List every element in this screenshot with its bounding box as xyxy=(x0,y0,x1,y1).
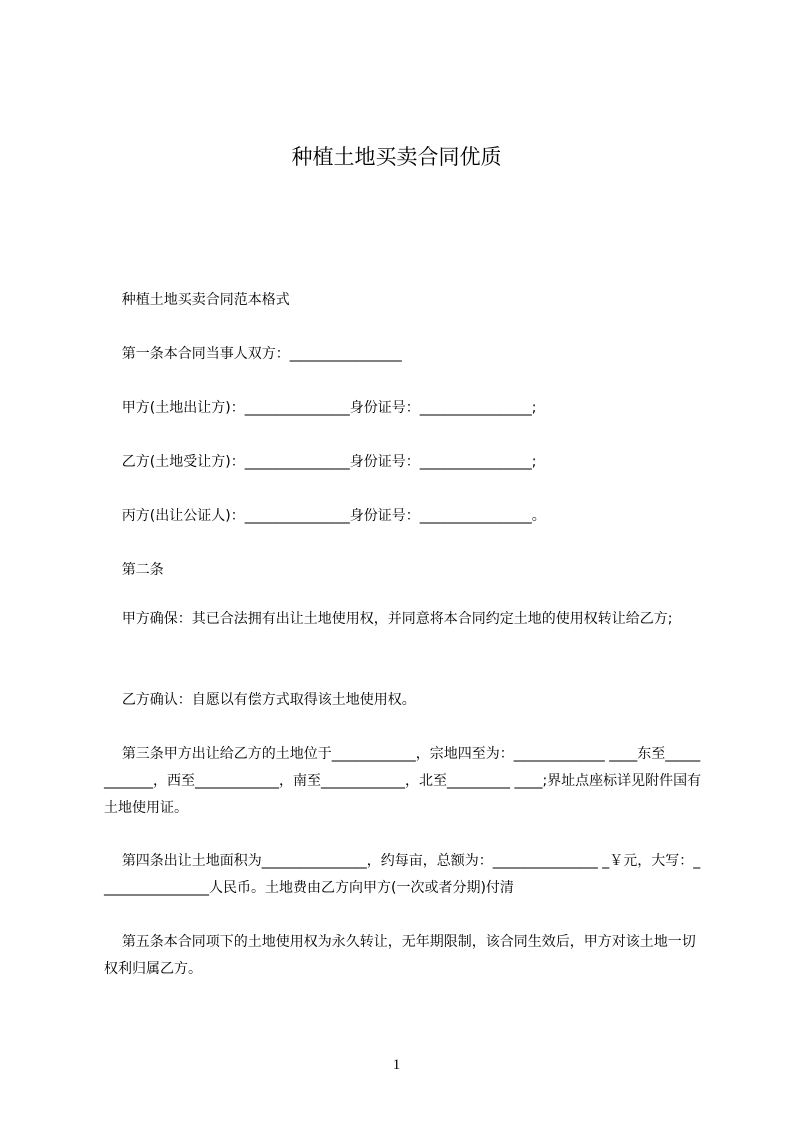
paragraph-article-1: 第一条本合同当事人双方：________________ xyxy=(104,346,402,362)
paragraph-party-b: 乙方(土地受让方)：_______________身份证号：________________; xyxy=(104,454,537,470)
paragraph-subtitle: 种植土地买卖合同范本格式 xyxy=(104,292,290,308)
paragraph-party-b-confirm: 乙方确认：自愿以有偿方式取得该土地使用权。 xyxy=(104,692,416,708)
page-number: 1 xyxy=(392,1057,401,1073)
paragraph-article-5: 第五条本合同项下的土地使用权为永久转让，无年期限制，该合同生效后，甲方对该土地一切权利归属乙方。 xyxy=(104,934,696,977)
paragraph-article-2: 第二条 xyxy=(104,562,164,578)
paragraph-article-3: 第三条甲方出让给乙方的土地位于____________，宗地四至为：_____________ ____东至____________，西至____________，南至____________，北至_________ ____;界址点座标详见附件国有土地使用证。 xyxy=(104,746,702,816)
paragraph-party-c: 丙方(出让公证人)：_______________身份证号：________________。 xyxy=(104,508,546,524)
paragraph-party-a: 甲方(土地出让方)：_______________身份证号：________________; xyxy=(104,400,537,416)
document-title: 种植土地买卖合同优质 xyxy=(291,145,502,169)
paragraph-article-4: 第四条出让土地面积为_______________，约每亩，总额为：_______________ _￥元，大写：________________人民币。土地费由乙方向甲方(一次或者分期)付清 xyxy=(104,853,701,896)
paragraph-party-a-guarantee: 甲方确保：其已合法拥有出让土地使用权，并同意将本合同约定土地的使用权转让给乙方; xyxy=(104,611,673,627)
